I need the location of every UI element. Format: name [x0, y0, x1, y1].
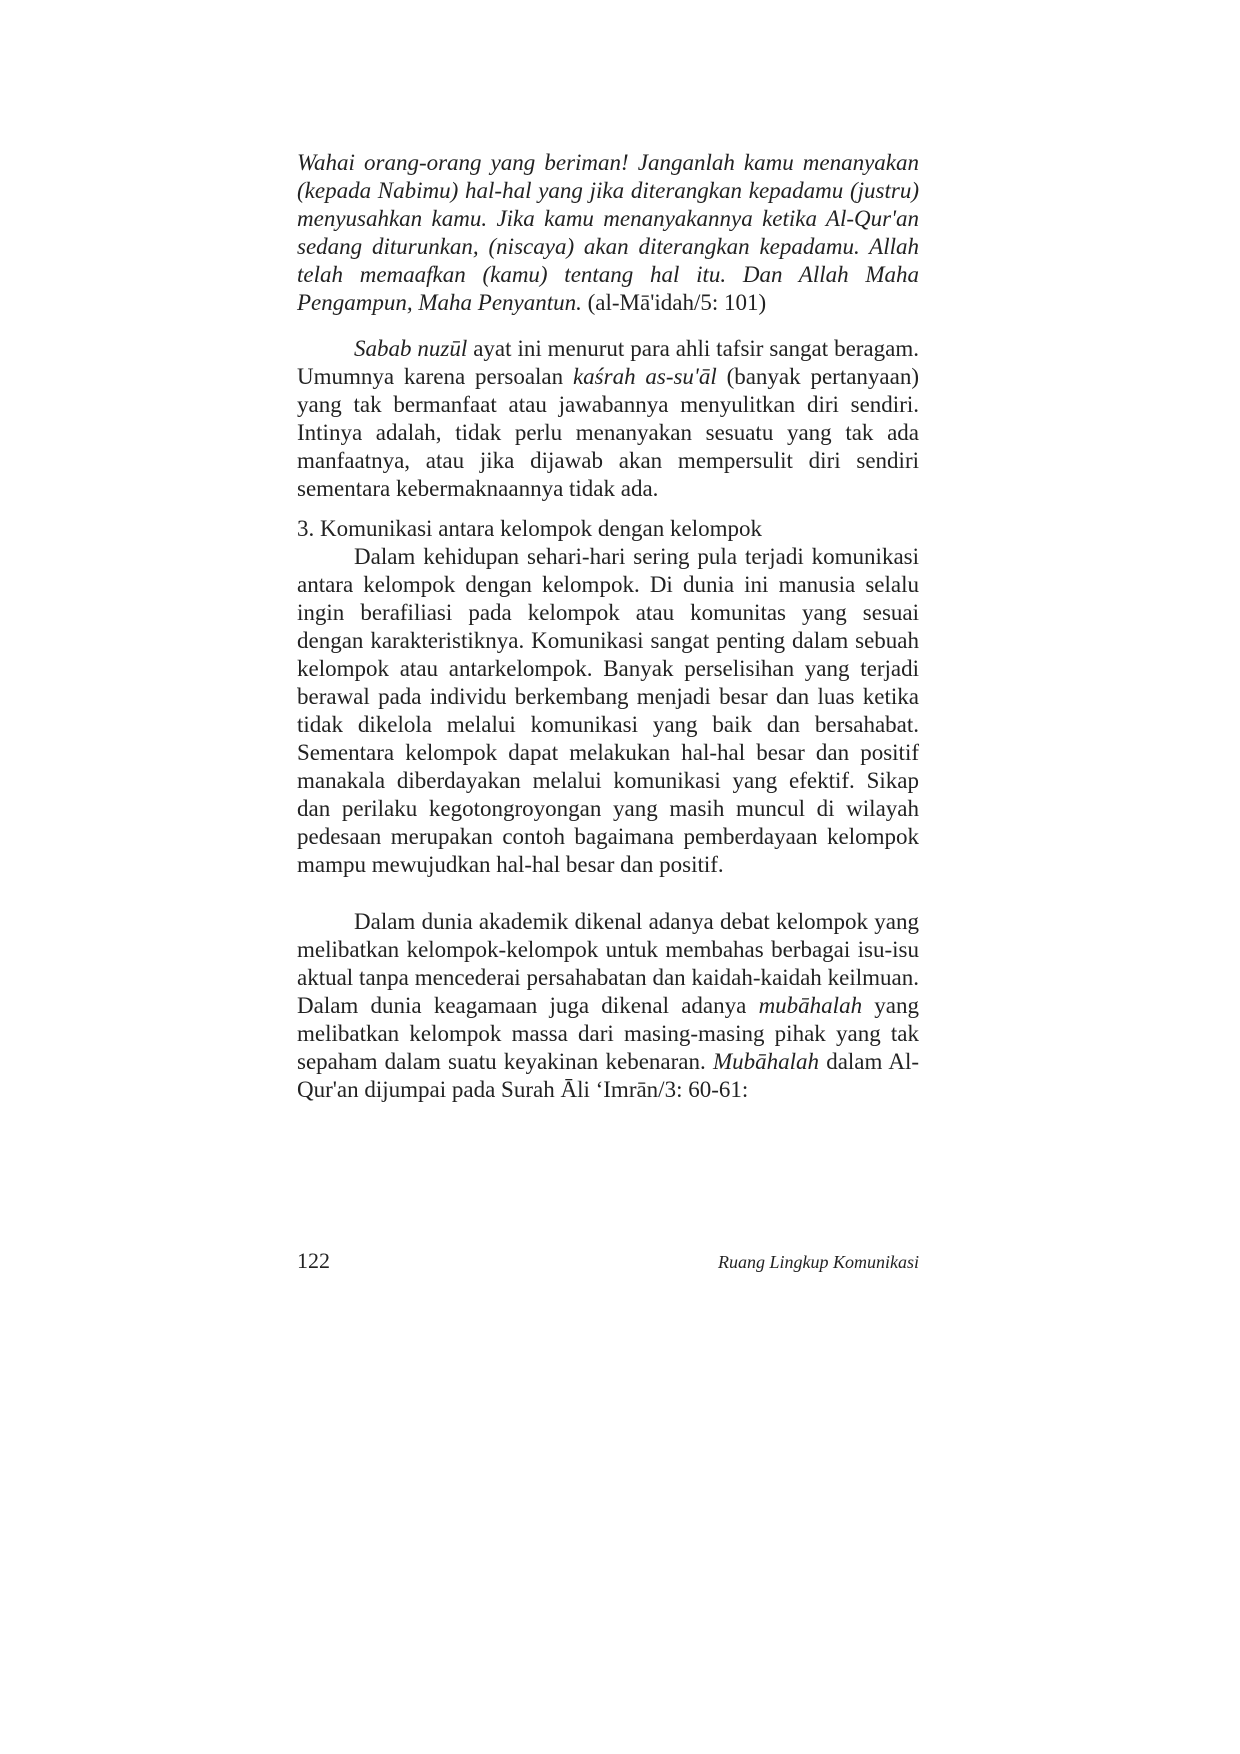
paragraph-group-communication: Dalam kehidupan sehari-hari sering pula terjadi komunikasi antara kelompok dengan kelompok. Di dunia ini manusia selalu ingin berafiliasi pada kelompok atau komunitas yang sesuai dengan karakteristiknya. Komunikasi sangat penting dalam sebuah kelompok atau antarkelompok. Banyak perselisihan yang terjadi berawal pada individu berkembang menjadi besar dan luas ketika tidak dikelola melalui komunikasi yang baik dan bersahabat. Sementara kelompok dapat melakukan hal-hal besar dan positif manakala diberdayakan melalui komunikasi yang efektif. Sikap dan perilaku kegotongroyongan yang masih muncul di wilayah pedesaan merupakan contoh bagaimana pemberdayaan kelompok mampu mewujudkan hal-hal besar dan positif.	[297, 544, 919, 877]
paragraph3-text-1: Dalam dunia akademik dikenal adanya debat kelompok yang melibatkan kelompok-kelompok untuk membahas berbagai isu-isu aktual tanpa mencederai persahabatan dan kaidah-kaidah keilmuan. Dalam dunia keagamaan juga dikenal adanya	[297, 909, 919, 1018]
paragraph-sabab-nuzul	[297, 335, 919, 503]
paragraph-academic-debate	[297, 908, 919, 1104]
term-mubahalah-2: Mubāhalah	[712, 1049, 820, 1074]
paragraph3-text-2: yang melibatkan kelompok massa dari masing-masing pihak yang tak sepaham dalam suatu keyakinan kebenaran.	[297, 993, 919, 1074]
term-kasrah-as-sual: kaśrah as-su'āl	[572, 364, 717, 389]
page-number: 122	[297, 1248, 330, 1273]
paragraph1-text-1: ayat ini menurut para ahli tafsir sangat beragam. Umumnya karena persoalan	[297, 336, 919, 389]
term-sabab-nuzul: Sabab nuzūl	[354, 336, 468, 361]
quote-citation: (al-Mā'idah/5: 101)	[581, 290, 767, 315]
section-heading: 3. Komunikasi antara kelompok dengan kelompok	[297, 516, 763, 541]
paragraph3-text-3: dalam Al-Qur'an dijumpai pada Surah Āli ‘Imrān/3: 60-61:	[297, 1049, 919, 1102]
term-mubahalah: mubāhalah	[758, 993, 863, 1018]
quran-translation-quote	[297, 149, 919, 317]
paragraph1-text-2: (banyak pertanyaan) yang tak bermanfaat atau jawabannya menyulitkan diri sendiri. Intinya adalah, tidak perlu menanyakan sesuatu yang tak ada manfaatnya, atau jika dijawab akan mempersulit diri sendiri sementara kebermaknaannya tidak ada.	[297, 364, 919, 501]
running-title: Ruang Lingkup Komunikasi	[718, 1252, 919, 1272]
quote-italic-text: Wahai orang-orang yang beriman! Janganlah kamu menanyakan (kepada Nabimu) hal-hal yang jika diterangkan kepadamu (justru) menyusahkan kamu. Jika kamu menanyakannya ketika Al-Qur'an sedang diturunkan, (niscaya) akan diterangkan kepadamu. Allah telah memaafkan (kamu) tentang hal itu. Dan Allah Maha Pengampun, Maha Penyantun.	[297, 150, 919, 315]
